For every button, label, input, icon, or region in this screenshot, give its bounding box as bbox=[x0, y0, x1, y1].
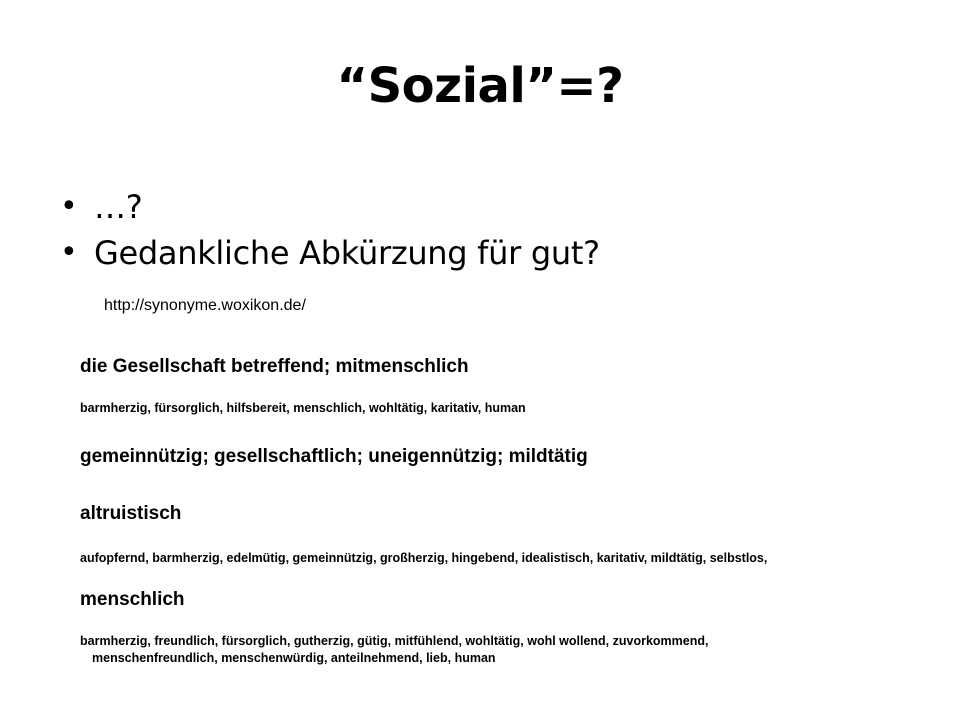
synonym-group-heading: die Gesellschaft betreffend; mitmenschlich bbox=[80, 356, 469, 377]
synonym-group-heading: menschlich bbox=[80, 589, 185, 610]
bullet-text: …? bbox=[94, 188, 143, 226]
synonym-group-heading: altruistisch bbox=[80, 503, 182, 524]
source-url: http://synonyme.woxikon.de/ bbox=[104, 297, 306, 314]
bullet-item bbox=[60, 230, 600, 276]
synonym-group-words: barmherzig, freundlich, fürsorglich, gutherzig, gütig, mitfühlend, wohltätig, wohl wollend, zuvorkommend, bbox=[80, 634, 709, 648]
bullet-list bbox=[60, 184, 600, 276]
bullet-item bbox=[60, 184, 600, 230]
synonym-group-heading: gemeinnützig; gesellschaftlich; uneigennützig; mildtätig bbox=[80, 446, 588, 467]
bullet-marker: • bbox=[60, 189, 78, 224]
synonym-group-words: aufopfernd, barmherzig, edelmütig, gemeinnützig, großherzig, hingebend, idealistisch, karitativ, mildtätig, selbstlos, bbox=[80, 551, 768, 565]
synonym-group-words-continued: menschenfreundlich, menschenwürdig, anteilnehmend, lieb, human bbox=[92, 651, 496, 665]
bullet-marker: • bbox=[60, 235, 78, 270]
slide-title: “Sozial”=? bbox=[336, 58, 624, 114]
bullet-text: Gedankliche Abkürzung für gut? bbox=[94, 234, 600, 272]
synonym-group-words: barmherzig, fürsorglich, hilfsbereit, menschlich, wohltätig, karitativ, human bbox=[80, 401, 526, 415]
